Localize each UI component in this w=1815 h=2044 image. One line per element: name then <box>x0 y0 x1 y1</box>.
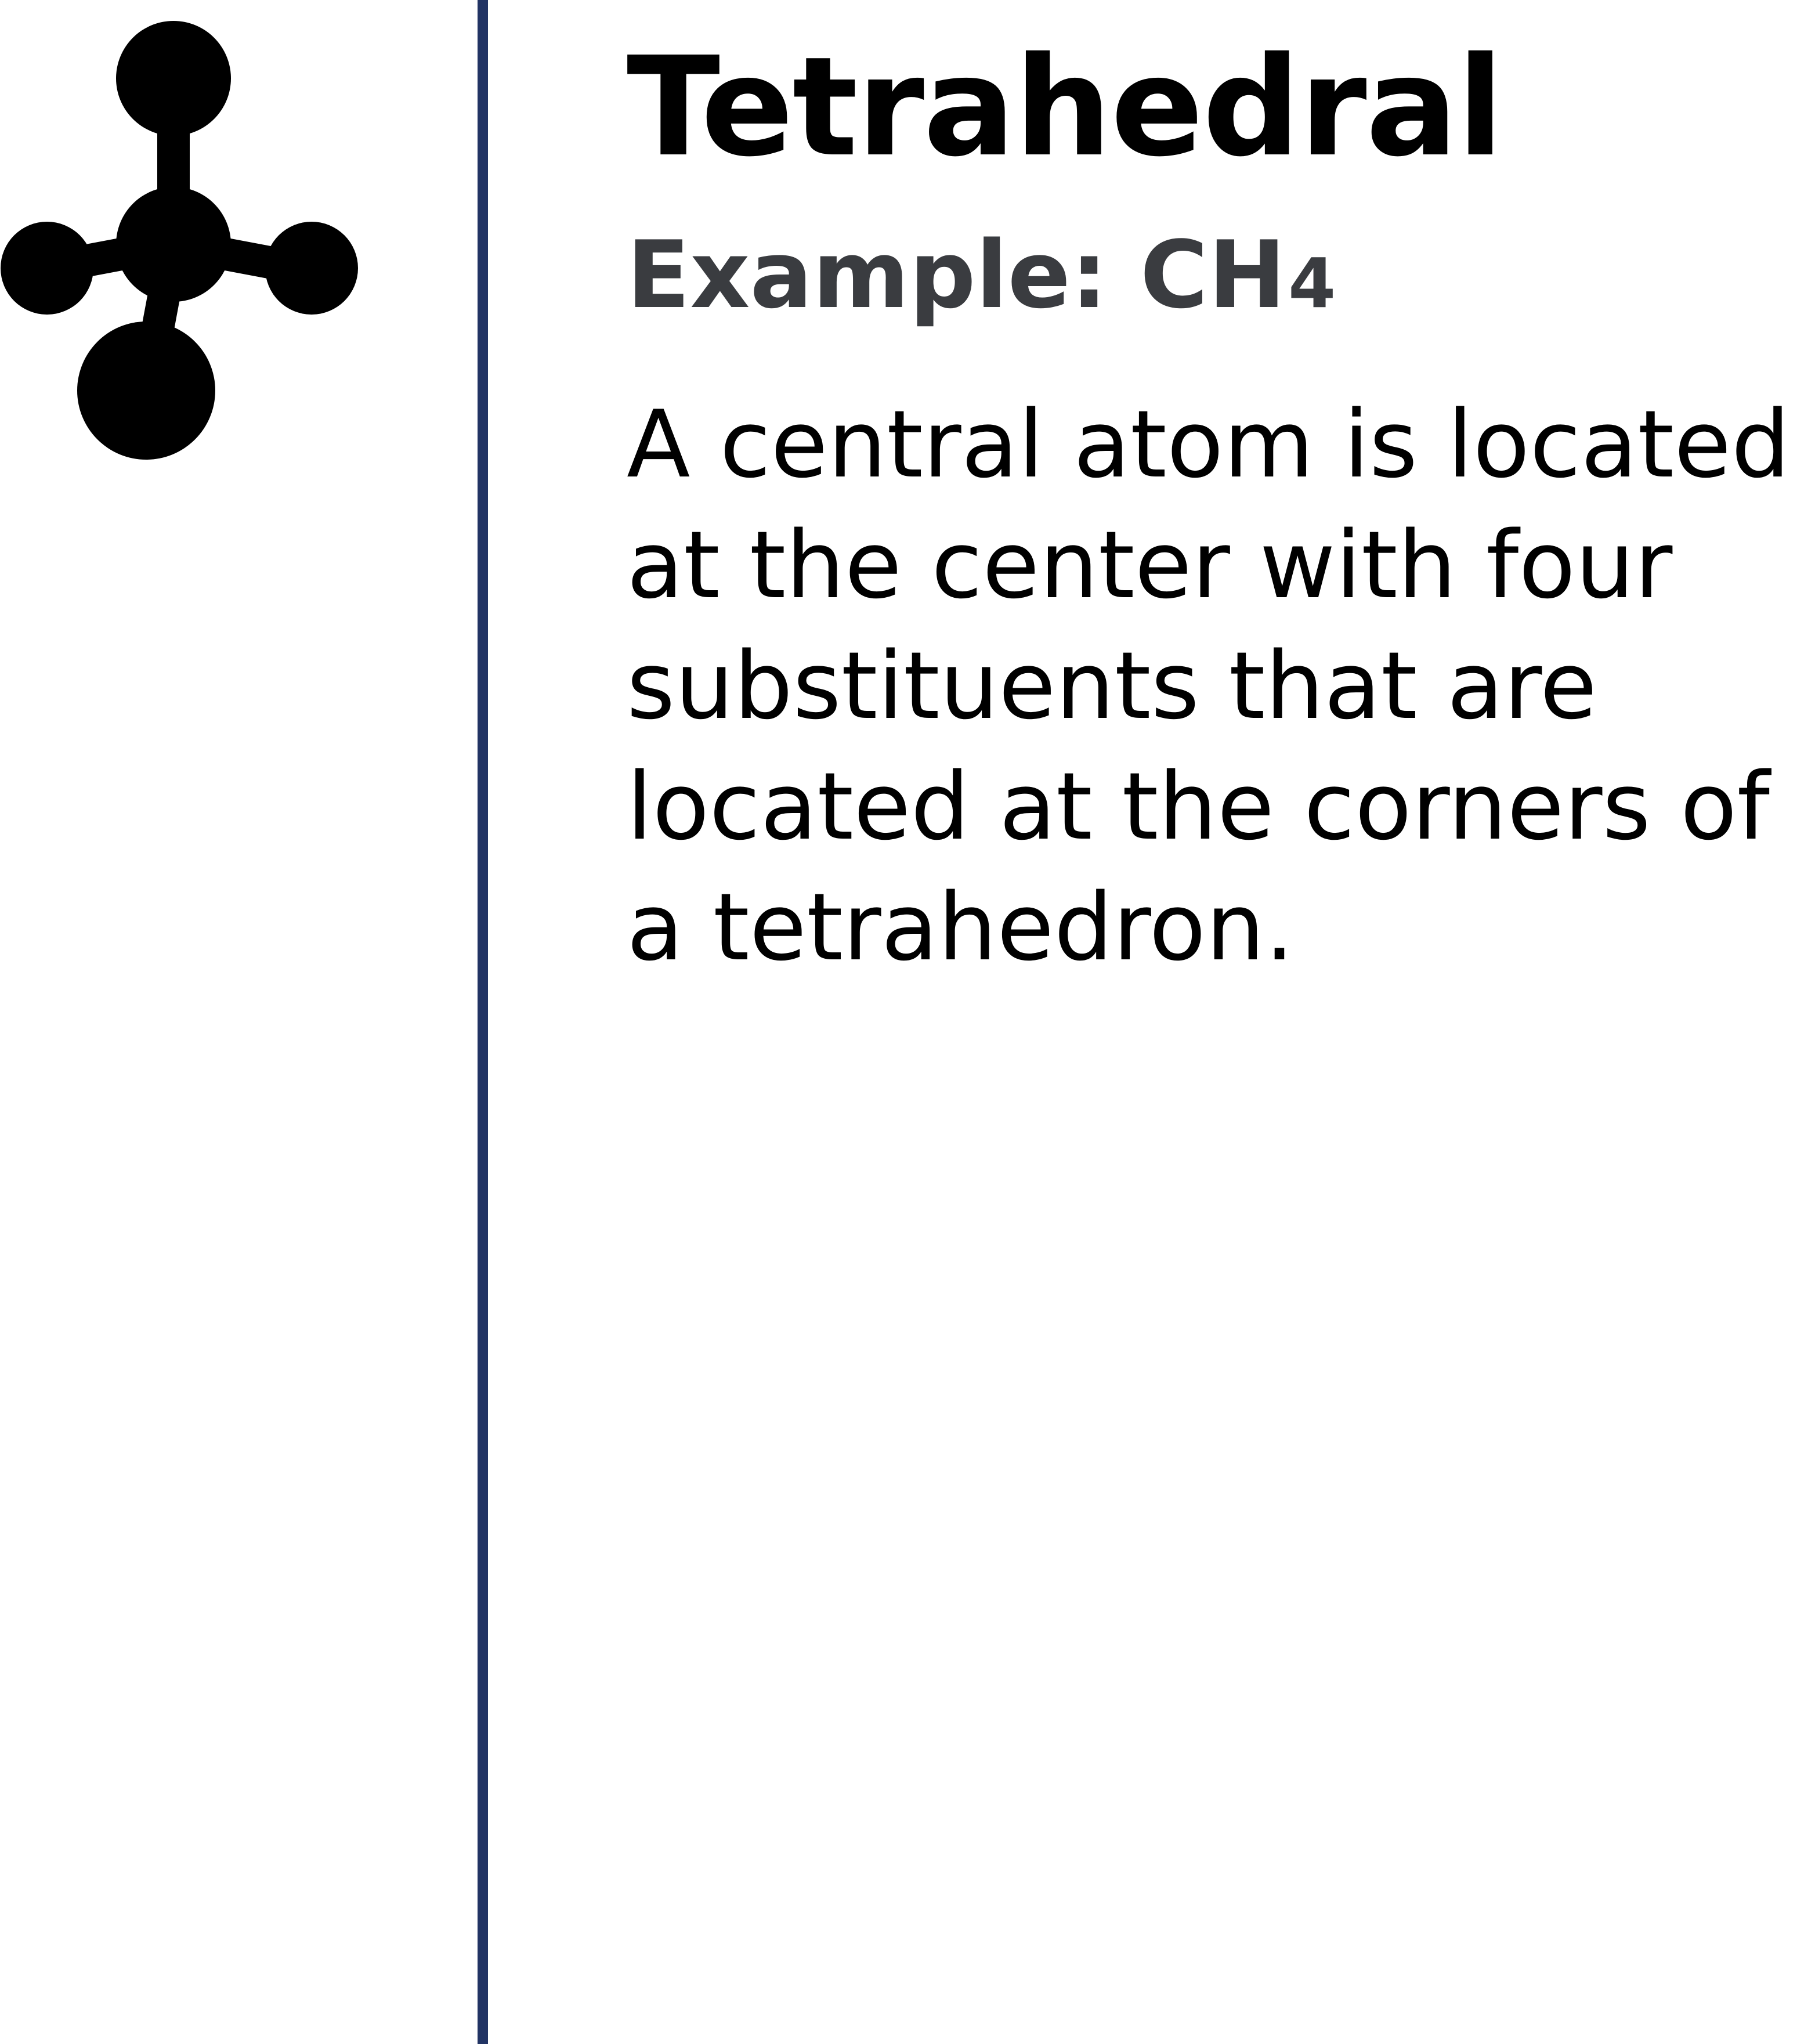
page-title: Tetrahedral <box>627 27 1503 187</box>
atom-center <box>116 187 231 302</box>
atom-left <box>1 222 93 315</box>
tetrahedral-molecule-icon <box>0 0 371 476</box>
description <box>627 384 1799 988</box>
example-label: Example: CH <box>627 221 1286 329</box>
description-line: substituents that are <box>627 631 1597 740</box>
atom-bottom <box>77 322 215 460</box>
description-line: at the center with four <box>627 511 1673 619</box>
vertical-divider <box>478 0 488 2044</box>
description-line: a tetrahedron. <box>627 873 1295 981</box>
content-panel <box>627 23 1799 988</box>
atom-top <box>116 21 231 136</box>
description-line: located at the corners of <box>627 752 1770 861</box>
description-line: A central atom is located <box>627 390 1791 499</box>
example-formula <box>627 217 1799 341</box>
formula-subscript: 4 <box>1288 243 1336 323</box>
atom-right <box>265 222 358 315</box>
